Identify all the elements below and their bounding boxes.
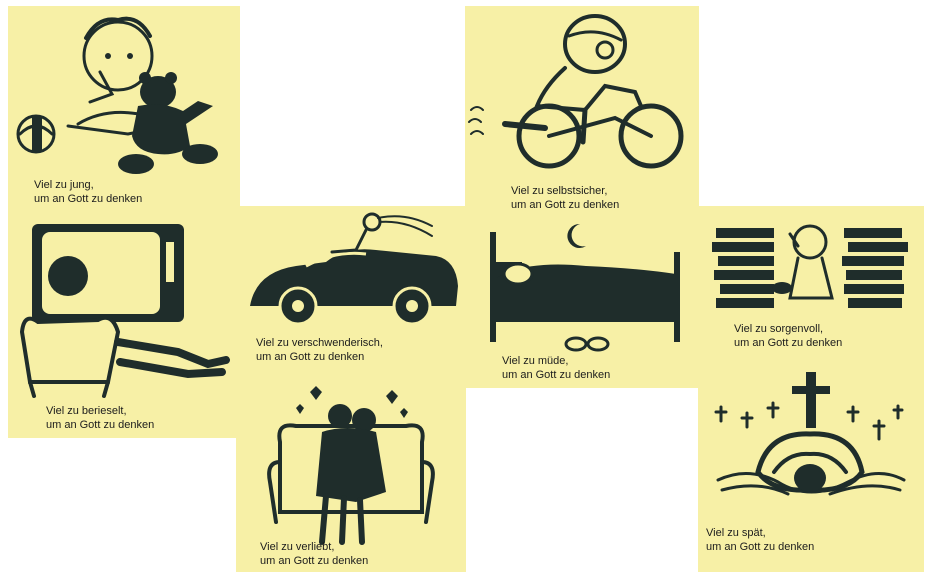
caption-line-1: Viel zu verliebt,: [260, 541, 335, 553]
caption-line-2: um an Gott zu denken: [46, 419, 155, 431]
caption-line-1: Viel zu selbstsicher,: [511, 185, 608, 197]
caption-line-2: um an Gott zu denken: [256, 351, 365, 363]
caption-line-1: Viel zu sorgenvoll,: [734, 323, 824, 335]
caption-line-1: Viel zu berieselt,: [46, 405, 127, 417]
caption-line-2: um an Gott zu denken: [502, 369, 611, 381]
caption-line-2: um an Gott zu denken: [734, 337, 843, 349]
card-worried: [698, 206, 924, 362]
caption-line-2: um an Gott zu denken: [34, 193, 143, 205]
motorcyclist-icon: [465, 6, 699, 212]
caption-line-1: Viel zu verschwenderisch,: [256, 337, 383, 349]
caption: [46, 404, 154, 432]
caption: [260, 540, 368, 568]
card-young: [8, 6, 240, 224]
card-in-love: [236, 372, 466, 572]
caption-line-2: um an Gott zu denken: [511, 199, 620, 211]
card-tired: [466, 212, 698, 388]
caption: [706, 526, 814, 554]
card-self-confident: [465, 6, 699, 212]
card-entertained: [8, 212, 240, 438]
caption-line-2: um an Gott zu denken: [260, 555, 369, 567]
caption-line-1: Viel zu jung,: [34, 179, 94, 191]
caption: [734, 322, 842, 350]
caption-line-1: Viel zu müde,: [502, 355, 569, 367]
caption-line-2: um an Gott zu denken: [706, 541, 815, 553]
caption: [511, 184, 619, 212]
caption: [256, 336, 383, 364]
caption: [34, 178, 142, 206]
caption: [502, 354, 610, 382]
card-too-late: [698, 362, 924, 572]
card-wasteful: [236, 206, 466, 374]
caption-line-1: Viel zu spät,: [706, 527, 766, 539]
